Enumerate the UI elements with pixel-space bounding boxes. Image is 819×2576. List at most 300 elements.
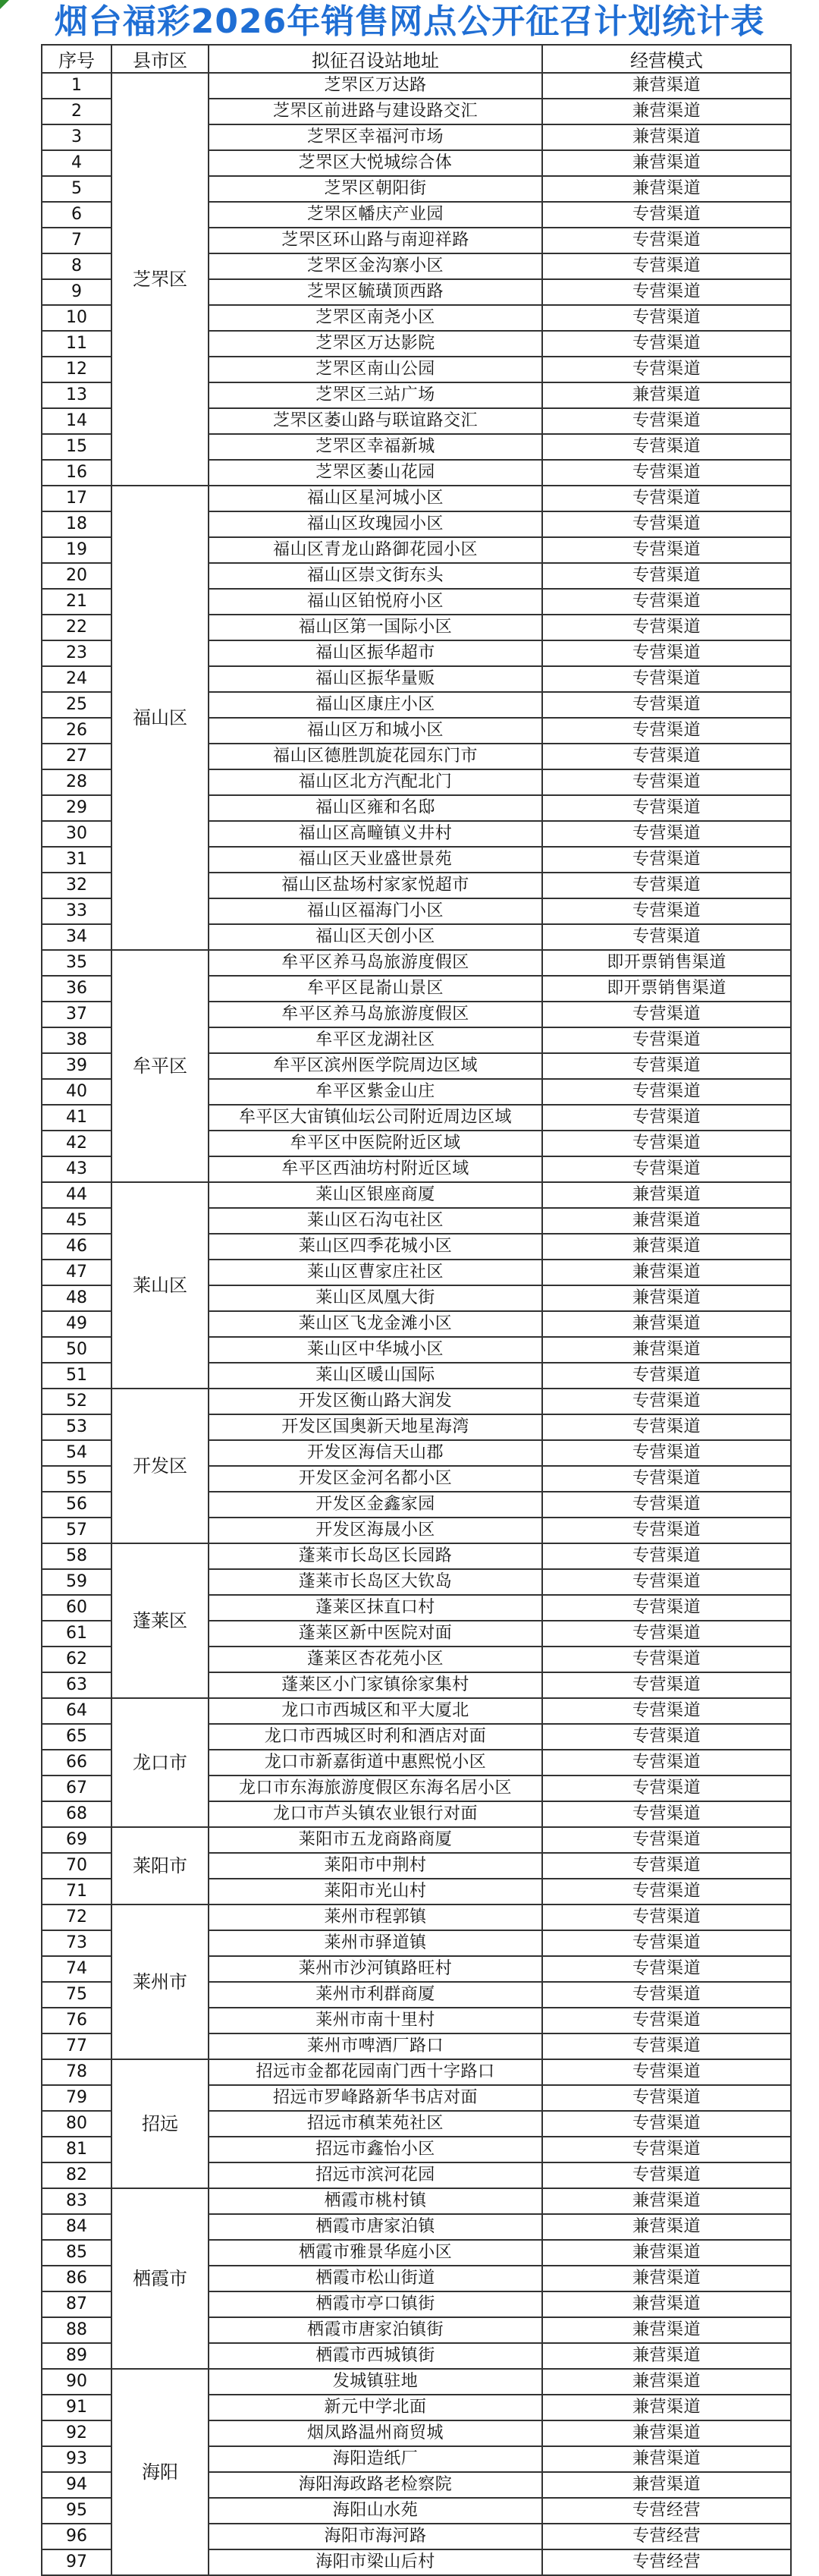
cell-no: 40: [42, 1079, 111, 1105]
cell-mode: 专营渠道: [542, 357, 791, 382]
corner-mark: [0, 0, 9, 9]
cell-address: 海阳山水苑: [209, 2498, 542, 2524]
cell-address: 栖霞市唐家泊镇街: [209, 2317, 542, 2343]
cell-no: 67: [42, 1776, 111, 1801]
cell-county: 海阳: [111, 2369, 209, 2575]
cell-no: 73: [42, 1930, 111, 1956]
cell-address: 栖霞市亭口镇街: [209, 2291, 542, 2317]
cell-address: 莱阳市中荆村: [209, 1853, 542, 1879]
cell-mode: 兼营渠道: [542, 176, 791, 202]
cell-no: 58: [42, 1543, 111, 1569]
cell-address: 福山区盐场村家家悦超市: [209, 873, 542, 898]
cell-no: 20: [42, 563, 111, 589]
cell-address: 莱州市南十里村: [209, 2008, 542, 2033]
cell-no: 88: [42, 2317, 111, 2343]
cell-no: 87: [42, 2291, 111, 2317]
cell-mode: 兼营渠道: [542, 2317, 791, 2343]
cell-mode: 专营渠道: [542, 1879, 791, 1904]
cell-no: 59: [42, 1569, 111, 1595]
cell-no: 71: [42, 1879, 111, 1904]
cell-address: 栖霞市松山街道: [209, 2266, 542, 2291]
cell-address: 芝罘区南尧小区: [209, 305, 542, 331]
cell-no: 23: [42, 640, 111, 666]
cell-mode: 专营经营: [542, 2524, 791, 2549]
cell-mode: 专营渠道: [542, 2008, 791, 2033]
cell-address: 莱山区飞龙金滩小区: [209, 1311, 542, 1337]
cell-address: 牟平区西油坊村附近区域: [209, 1156, 542, 1182]
cell-no: 45: [42, 1208, 111, 1234]
cell-no: 42: [42, 1131, 111, 1156]
cell-no: 61: [42, 1621, 111, 1647]
table-row: [42, 2369, 791, 2395]
cell-address: 莱州市啤酒厂路口: [209, 2033, 542, 2059]
cell-address: 芝罘区萎山路与联谊路交汇: [209, 408, 542, 434]
cell-mode: 兼营渠道: [542, 124, 791, 150]
cell-mode: 专营渠道: [542, 279, 791, 305]
cell-address: 开发区海晟小区: [209, 1518, 542, 1543]
cell-no: 12: [42, 357, 111, 382]
cell-mode: 专营渠道: [542, 1724, 791, 1750]
cell-mode: 兼营渠道: [542, 1208, 791, 1234]
cell-mode: 专营渠道: [542, 1079, 791, 1105]
cell-no: 37: [42, 1002, 111, 1027]
cell-no: 26: [42, 718, 111, 744]
cell-address: 烟凤路温州商贸城: [209, 2420, 542, 2446]
cell-no: 4: [42, 150, 111, 176]
cell-no: 63: [42, 1672, 111, 1698]
cell-address: 招远市滨河花园: [209, 2162, 542, 2188]
cell-no: 70: [42, 1853, 111, 1879]
cell-no: 28: [42, 769, 111, 795]
cell-address: 莱山区四季花城小区: [209, 1234, 542, 1260]
cell-mode: 兼营渠道: [542, 2446, 791, 2472]
cell-mode: 专营渠道: [542, 511, 791, 537]
cell-no: 14: [42, 408, 111, 434]
cell-no: 31: [42, 847, 111, 873]
cell-mode: 专营渠道: [542, 1647, 791, 1672]
cell-no: 16: [42, 460, 111, 486]
cell-mode: 专营经营: [542, 2498, 791, 2524]
cell-no: 32: [42, 873, 111, 898]
cell-no: 84: [42, 2214, 111, 2240]
cell-mode: 专营渠道: [542, 1904, 791, 1930]
cell-mode: 专营渠道: [542, 486, 791, 511]
cell-address: 蓬莱区新中医院对面: [209, 1621, 542, 1647]
cell-mode: 专营渠道: [542, 821, 791, 847]
table-row: [42, 1904, 791, 1930]
cell-mode: 兼营渠道: [542, 1234, 791, 1260]
cell-address: 开发区国奥新天地星海湾: [209, 1414, 542, 1440]
cell-mode: 专营渠道: [542, 1466, 791, 1492]
cell-address: 海阳造纸厂: [209, 2446, 542, 2472]
cell-address: 福山区雍和名邸: [209, 795, 542, 821]
table-row: [42, 2059, 791, 2085]
header-county: 县市区: [111, 45, 209, 73]
cell-address: 芝罘区环山路与南迎祥路: [209, 228, 542, 253]
table-row: [42, 73, 791, 99]
cell-county: 牟平区: [111, 950, 209, 1182]
cell-mode: 兼营渠道: [542, 2291, 791, 2317]
cell-address: 龙口市西城区和平大厦北: [209, 1698, 542, 1724]
outlet-table: [41, 44, 792, 2576]
cell-address: 牟平区滨州医学院周边区域: [209, 1053, 542, 1079]
cell-mode: 专营渠道: [542, 744, 791, 769]
cell-no: 85: [42, 2240, 111, 2266]
table-row: [42, 486, 791, 511]
cell-mode: 兼营渠道: [542, 1337, 791, 1363]
cell-mode: 专营渠道: [542, 1156, 791, 1182]
cell-mode: 专营渠道: [542, 1389, 791, 1414]
cell-mode: 专营渠道: [542, 1956, 791, 1982]
cell-address: 龙口市芦头镇农业银行对面: [209, 1801, 542, 1827]
table-row: [42, 1827, 791, 1853]
cell-mode: 专营渠道: [542, 1002, 791, 1027]
cell-mode: 兼营渠道: [542, 73, 791, 99]
cell-address: 福山区振华量贩: [209, 666, 542, 692]
cell-mode: 专营渠道: [542, 408, 791, 434]
cell-address: 招远市罗峰路新华书店对面: [209, 2085, 542, 2111]
cell-no: 81: [42, 2137, 111, 2162]
cell-address: 福山区德胜凯旋花园东门市: [209, 744, 542, 769]
cell-address: 芝罘区幸福河市场: [209, 124, 542, 150]
cell-address: 莱州市沙河镇路旺村: [209, 1956, 542, 1982]
cell-no: 97: [42, 2549, 111, 2575]
cell-no: 9: [42, 279, 111, 305]
cell-address: 牟平区大宙镇仙坛公司附近周边区域: [209, 1105, 542, 1131]
cell-no: 49: [42, 1311, 111, 1337]
cell-address: 招远市稹茉苑社区: [209, 2111, 542, 2137]
cell-address: 牟平区紫金山庄: [209, 1079, 542, 1105]
cell-mode: 专营渠道: [542, 2111, 791, 2137]
header-mode: 经营模式: [542, 45, 791, 73]
cell-mode: 专营渠道: [542, 1698, 791, 1724]
cell-no: 91: [42, 2395, 111, 2420]
cell-mode: 专营渠道: [542, 1595, 791, 1621]
cell-no: 30: [42, 821, 111, 847]
table-row: [42, 1698, 791, 1724]
cell-mode: 专营渠道: [542, 718, 791, 744]
cell-mode: 专营渠道: [542, 1672, 791, 1698]
cell-mode: 专营渠道: [542, 1053, 791, 1079]
cell-address: 蓬莱市长岛区长园路: [209, 1543, 542, 1569]
table-row: [42, 1182, 791, 1208]
cell-address: 福山区福海门小区: [209, 898, 542, 924]
cell-no: 82: [42, 2162, 111, 2188]
cell-mode: 兼营渠道: [542, 382, 791, 408]
cell-mode: 专营渠道: [542, 2085, 791, 2111]
cell-no: 56: [42, 1492, 111, 1518]
cell-address: 招远市金都花园南门西十字路口: [209, 2059, 542, 2085]
cell-county: 招远: [111, 2059, 209, 2188]
cell-address: 新元中学北面: [209, 2395, 542, 2420]
cell-address: 开发区金河名都小区: [209, 1466, 542, 1492]
cell-no: 3: [42, 124, 111, 150]
cell-address: 福山区北方汽配北门: [209, 769, 542, 795]
cell-no: 94: [42, 2472, 111, 2498]
cell-no: 33: [42, 898, 111, 924]
cell-mode: 专营渠道: [542, 898, 791, 924]
cell-no: 10: [42, 305, 111, 331]
cell-address: 芝罘区幡庆产业园: [209, 202, 542, 228]
cell-county: 栖霞市: [111, 2188, 209, 2369]
cell-address: 福山区第一国际小区: [209, 615, 542, 640]
cell-no: 18: [42, 511, 111, 537]
cell-mode: 兼营渠道: [542, 2343, 791, 2369]
table-body: [42, 73, 791, 2575]
cell-no: 68: [42, 1801, 111, 1827]
cell-no: 83: [42, 2188, 111, 2214]
table-row: [42, 2188, 791, 2214]
cell-mode: 专营渠道: [542, 460, 791, 486]
cell-no: 52: [42, 1389, 111, 1414]
cell-mode: 专营渠道: [542, 1930, 791, 1956]
cell-address: 莱山区石沟屯社区: [209, 1208, 542, 1234]
cell-mode: 专营渠道: [542, 331, 791, 357]
cell-address: 福山区铂悦府小区: [209, 589, 542, 615]
cell-mode: 即开票销售渠道: [542, 950, 791, 976]
cell-address: 蓬莱区小门家镇徐家集村: [209, 1672, 542, 1698]
cell-address: 莱山区曹家庄社区: [209, 1260, 542, 1285]
cell-address: 芝罘区毓璜顶西路: [209, 279, 542, 305]
cell-no: 15: [42, 434, 111, 460]
cell-mode: 专营渠道: [542, 2033, 791, 2059]
cell-no: 95: [42, 2498, 111, 2524]
cell-address: 芝罘区金沟寨小区: [209, 253, 542, 279]
cell-mode: 专营渠道: [542, 1518, 791, 1543]
cell-no: 25: [42, 692, 111, 718]
cell-mode: 专营渠道: [542, 615, 791, 640]
table-row: [42, 950, 791, 976]
cell-address: 栖霞市桃村镇: [209, 2188, 542, 2214]
cell-mode: 专营渠道: [542, 589, 791, 615]
cell-address: 福山区星河城小区: [209, 486, 542, 511]
cell-county: 莱阳市: [111, 1827, 209, 1904]
cell-county: 莱州市: [111, 1904, 209, 2059]
cell-no: 1: [42, 73, 111, 99]
cell-no: 5: [42, 176, 111, 202]
cell-address: 栖霞市雅景华庭小区: [209, 2240, 542, 2266]
cell-no: 53: [42, 1414, 111, 1440]
cell-no: 86: [42, 2266, 111, 2291]
cell-mode: 专营渠道: [542, 434, 791, 460]
cell-no: 8: [42, 253, 111, 279]
cell-address: 开发区衡山路大润发: [209, 1389, 542, 1414]
cell-mode: 即开票销售渠道: [542, 976, 791, 1002]
cell-address: 龙口市东海旅游度假区东海名居小区: [209, 1776, 542, 1801]
cell-no: 77: [42, 2033, 111, 2059]
cell-no: 24: [42, 666, 111, 692]
cell-no: 29: [42, 795, 111, 821]
cell-no: 74: [42, 1956, 111, 1982]
cell-mode: 专营渠道: [542, 1027, 791, 1053]
cell-address: 福山区万和城小区: [209, 718, 542, 744]
cell-no: 35: [42, 950, 111, 976]
cell-mode: 专营渠道: [542, 2137, 791, 2162]
cell-county: 福山区: [111, 486, 209, 950]
cell-mode: 专营渠道: [542, 1363, 791, 1389]
cell-address: 栖霞市唐家泊镇: [209, 2214, 542, 2240]
cell-no: 62: [42, 1647, 111, 1672]
cell-address: 蓬莱市长岛区大钦岛: [209, 1569, 542, 1595]
cell-no: 36: [42, 976, 111, 1002]
cell-no: 80: [42, 2111, 111, 2137]
cell-address: 福山区振华超市: [209, 640, 542, 666]
cell-no: 76: [42, 2008, 111, 2033]
cell-address: 福山区高疃镇义井村: [209, 821, 542, 847]
cell-no: 69: [42, 1827, 111, 1853]
cell-mode: 专营渠道: [542, 873, 791, 898]
cell-mode: 专营渠道: [542, 563, 791, 589]
cell-county: 莱山区: [111, 1182, 209, 1389]
cell-no: 89: [42, 2343, 111, 2369]
cell-mode: 专营渠道: [542, 1569, 791, 1595]
cell-no: 11: [42, 331, 111, 357]
cell-address: 芝罘区前进路与建设路交汇: [209, 99, 542, 124]
cell-mode: 专营渠道: [542, 1492, 791, 1518]
cell-no: 34: [42, 924, 111, 950]
cell-address: 莱山区暖山国际: [209, 1363, 542, 1389]
table-row: [42, 1389, 791, 1414]
cell-address: 莱州市利群商厦: [209, 1982, 542, 2008]
page-title: 烟台福彩2026年销售网点公开征召计划统计表: [54, 2, 765, 41]
cell-county: 龙口市: [111, 1698, 209, 1827]
cell-no: 48: [42, 1285, 111, 1311]
cell-address: 芝罘区南山公园: [209, 357, 542, 382]
cell-address: 芝罘区三站广场: [209, 382, 542, 408]
cell-address: 招远市鑫怡小区: [209, 2137, 542, 2162]
cell-mode: 专营渠道: [542, 795, 791, 821]
cell-no: 21: [42, 589, 111, 615]
cell-mode: 兼营渠道: [542, 1260, 791, 1285]
cell-address: 莱阳市五龙商路商厦: [209, 1827, 542, 1853]
cell-mode: 专营渠道: [542, 924, 791, 950]
cell-no: 27: [42, 744, 111, 769]
cell-no: 39: [42, 1053, 111, 1079]
cell-mode: 专营渠道: [542, 537, 791, 563]
cell-no: 7: [42, 228, 111, 253]
cell-mode: 专营渠道: [542, 1440, 791, 1466]
cell-address: 开发区海信天山郡: [209, 1440, 542, 1466]
cell-no: 41: [42, 1105, 111, 1131]
cell-mode: 兼营渠道: [542, 2240, 791, 2266]
cell-mode: 专营渠道: [542, 253, 791, 279]
cell-address: 芝罘区万达路: [209, 73, 542, 99]
cell-county: 芝罘区: [111, 73, 209, 486]
cell-no: 43: [42, 1156, 111, 1182]
cell-mode: 兼营渠道: [542, 2214, 791, 2240]
cell-mode: 专营渠道: [542, 1543, 791, 1569]
cell-mode: 专营渠道: [542, 1982, 791, 2008]
header-address: 拟征召设站地址: [209, 45, 542, 73]
cell-no: 6: [42, 202, 111, 228]
cell-address: 牟平区养马岛旅游度假区: [209, 950, 542, 976]
cell-mode: 专营渠道: [542, 1105, 791, 1131]
cell-no: 60: [42, 1595, 111, 1621]
cell-address: 牟平区昆嵛山景区: [209, 976, 542, 1002]
cell-no: 50: [42, 1337, 111, 1363]
cell-mode: 专营渠道: [542, 1853, 791, 1879]
cell-address: 牟平区中医院附近区域: [209, 1131, 542, 1156]
table-header-row: [42, 45, 791, 73]
cell-no: 46: [42, 1234, 111, 1260]
cell-address: 海阳市海河路: [209, 2524, 542, 2549]
cell-address: 发城镇驻地: [209, 2369, 542, 2395]
cell-address: 福山区青龙山路御花园小区: [209, 537, 542, 563]
cell-no: 51: [42, 1363, 111, 1389]
cell-address: 栖霞市西城镇街: [209, 2343, 542, 2369]
cell-no: 79: [42, 2085, 111, 2111]
cell-mode: 专营渠道: [542, 1776, 791, 1801]
cell-address: 芝罘区大悦城综合体: [209, 150, 542, 176]
cell-mode: 专营渠道: [542, 1801, 791, 1827]
cell-no: 57: [42, 1518, 111, 1543]
cell-address: 开发区金鑫家园: [209, 1492, 542, 1518]
cell-mode: 兼营渠道: [542, 2472, 791, 2498]
cell-mode: 专营渠道: [542, 228, 791, 253]
cell-mode: 兼营渠道: [542, 2369, 791, 2395]
cell-mode: 兼营渠道: [542, 1285, 791, 1311]
cell-no: 13: [42, 382, 111, 408]
cell-address: 福山区天创小区: [209, 924, 542, 950]
cell-mode: 兼营渠道: [542, 2420, 791, 2446]
cell-address: 莱州市程郭镇: [209, 1904, 542, 1930]
cell-mode: 专营渠道: [542, 1621, 791, 1647]
cell-address: 海阳市梁山后村: [209, 2549, 542, 2575]
cell-county: 开发区: [111, 1389, 209, 1543]
cell-address: 莱山区凤凰大街: [209, 1285, 542, 1311]
cell-no: 54: [42, 1440, 111, 1466]
cell-address: 福山区崇文街东头: [209, 563, 542, 589]
cell-address: 莱阳市光山村: [209, 1879, 542, 1904]
cell-address: 芝罘区萎山花园: [209, 460, 542, 486]
cell-mode: 专营经营: [542, 2549, 791, 2575]
cell-address: 莱山区银座商厦: [209, 1182, 542, 1208]
cell-no: 38: [42, 1027, 111, 1053]
cell-address: 芝罘区万达影院: [209, 331, 542, 357]
cell-address: 福山区天业盛世景苑: [209, 847, 542, 873]
cell-address: 蓬莱区抹直口村: [209, 1595, 542, 1621]
header-no: 序号: [42, 45, 111, 73]
cell-mode: 专营渠道: [542, 202, 791, 228]
cell-mode: 专营渠道: [542, 666, 791, 692]
cell-address: 龙口市西城区时利和酒店对面: [209, 1724, 542, 1750]
cell-address: 莱州市驿道镇: [209, 1930, 542, 1956]
cell-address: 海阳海政路老检察院: [209, 2472, 542, 2498]
cell-no: 2: [42, 99, 111, 124]
cell-no: 96: [42, 2524, 111, 2549]
cell-address: 牟平区养马岛旅游度假区: [209, 1002, 542, 1027]
cell-mode: 兼营渠道: [542, 1311, 791, 1337]
cell-mode: 专营渠道: [542, 640, 791, 666]
cell-mode: 专营渠道: [542, 1131, 791, 1156]
table-row: [42, 1543, 791, 1569]
cell-mode: 专营渠道: [542, 1827, 791, 1853]
cell-mode: 专营渠道: [542, 847, 791, 873]
cell-mode: 兼营渠道: [542, 2395, 791, 2420]
cell-mode: 专营渠道: [542, 692, 791, 718]
cell-mode: 兼营渠道: [542, 2266, 791, 2291]
cell-no: 93: [42, 2446, 111, 2472]
cell-mode: 兼营渠道: [542, 1182, 791, 1208]
cell-mode: 专营渠道: [542, 2162, 791, 2188]
cell-no: 78: [42, 2059, 111, 2085]
cell-no: 17: [42, 486, 111, 511]
cell-mode: 兼营渠道: [542, 150, 791, 176]
cell-no: 44: [42, 1182, 111, 1208]
cell-county: 蓬莱区: [111, 1543, 209, 1698]
cell-address: 莱山区中华城小区: [209, 1337, 542, 1363]
cell-no: 75: [42, 1982, 111, 2008]
